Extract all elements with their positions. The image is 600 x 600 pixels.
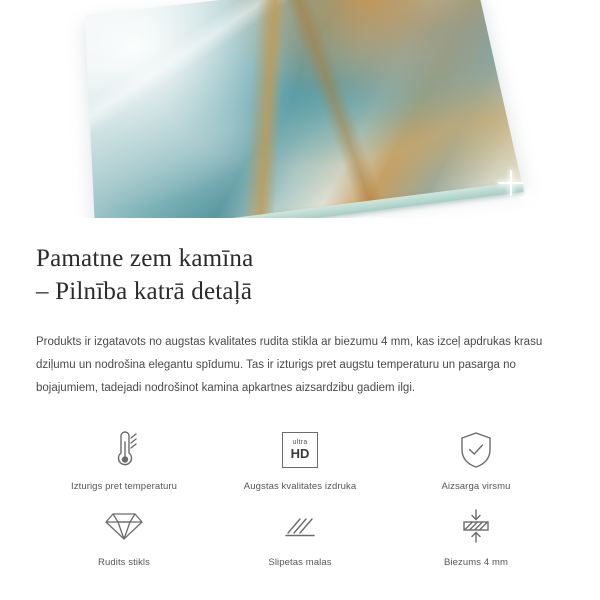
- body-description: Produkts ir izgatavots no augstas kvalitates rudita stikla ar biezumu 4 mm, kas izceļ apdrukas krasu dziļumu un nodrošina elegantu spīdumu. Tas ir izturigs pret augstu temperaturu un pasarga no bojajumiem, tadejadi nodrošinot kamina apkartnes aizsardzibu gadiem ilgi.: [36, 335, 543, 394]
- feature-item: [388, 504, 564, 568]
- thermometer-icon: [104, 428, 144, 472]
- feature-item: [212, 428, 388, 492]
- feature-label: Izturigs pret temperaturu: [71, 480, 177, 492]
- feature-label: Rudits stikls: [98, 556, 150, 568]
- glass-panel-product: [85, 0, 522, 218]
- content-area: [0, 242, 600, 568]
- feature-item: [36, 428, 212, 492]
- thickness-icon: [456, 504, 496, 548]
- feature-label: Slipetas malas: [268, 556, 332, 568]
- feature-item: [388, 428, 564, 492]
- ultra-hd-badge-bottom: HD: [290, 446, 310, 461]
- polished-edges-icon: [280, 504, 320, 548]
- feature-item: [36, 504, 212, 568]
- feature-label: Augstas kvalitates izdruka: [243, 480, 357, 492]
- hero-image: [0, 0, 600, 218]
- headline-line-1: Pamatne zem kamīna: [36, 245, 254, 272]
- ultra-hd-icon: [282, 428, 318, 472]
- feature-label: Aizsarga virsmu: [441, 480, 511, 492]
- shield-check-icon: [457, 428, 495, 472]
- diamond-icon: [104, 504, 144, 548]
- feature-item: [212, 504, 388, 568]
- feature-grid: [36, 428, 564, 568]
- ultra-hd-badge-top: ultra: [292, 439, 308, 446]
- page-title: [36, 242, 564, 309]
- sparkle-icon: [520, 190, 536, 206]
- marble-artwork: [85, 0, 522, 218]
- headline-line-2: – Pilnība katrā detaļā: [36, 278, 253, 306]
- feature-label: Biezums 4 mm: [443, 556, 509, 568]
